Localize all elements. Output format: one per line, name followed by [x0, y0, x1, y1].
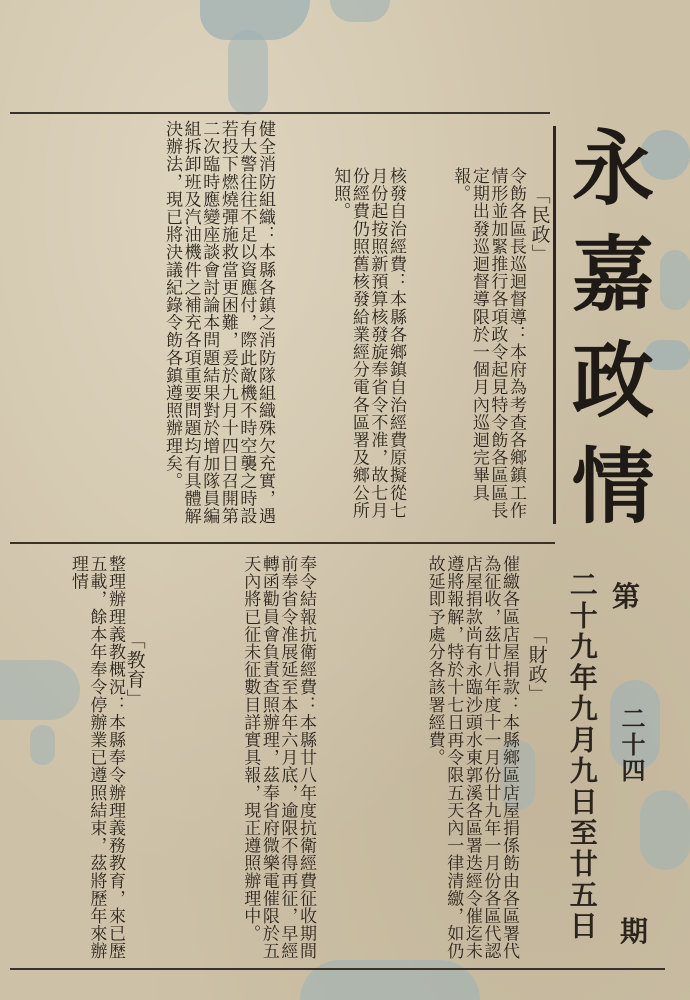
- masthead-divider: [553, 126, 556, 524]
- masthead-char: 永: [571, 121, 654, 217]
- section-heading-education: 「教育」: [123, 630, 146, 709]
- masthead-char: 情: [571, 439, 654, 535]
- issue-suffix: 期: [620, 915, 649, 948]
- bottom-rule: [10, 968, 665, 970]
- water-stain: [640, 790, 690, 870]
- finance-paragraph-2: 奉令結報抗衛經費：本縣廿八年度抗衛經費征收期間前奉省令准展延至本年六月底，逾限不得再征，早經轉函勸員會負責查照辦理，茲奉省府微樂電催限於五天內將已征未征數目詳實具報，現正遵照辦理中。: [240, 555, 316, 960]
- middle-rule: [10, 542, 555, 544]
- civil-paragraph-3: 健全消防組織：本縣各鎮之消防隊組織殊欠充實，遇有大警往往不足以資應付，際此敵機不時空襲之時設若投下燃燒彈施救當更困難，爰於九月十四日召開第二次臨時應變座談會討論本問題結果對於增加隊員編組拆卸班及汽油機件之補充各項重要問題均有具體解決辦法，現已將決議紀錄令飭各鎮遵照辦理矣。: [162, 120, 275, 525]
- civil-paragraph-1: 令飭各區長巡迴督導：本府為考查各鄉鎮工作情形並加緊推行各項政令起見特令飭各區區長定期出發巡迴督導限於一個月內巡迴完畢具報。: [450, 167, 526, 519]
- water-stain: [228, 30, 268, 115]
- section-heading-finance: 「財政」: [525, 625, 548, 704]
- civil-paragraph-2: 核發自治經費：本縣各鄉鎮自治經費原擬從七月份起按照新預算核發旋奉省令不准，故七月份經費仍照舊核發給業經分電各區署及鄉公所知照。: [330, 167, 406, 519]
- education-paragraph-1: 整理辦理義教概況：本縣奉令辦理義務教育，來已歷五載，餘本年奉令停辦業已遵照結束，茲將歷年來辦理情: [67, 555, 125, 960]
- top-rule: [10, 112, 550, 114]
- issue-date: 二十九年九月九日至廿五日: [565, 570, 599, 942]
- masthead-char: 政: [571, 333, 654, 429]
- finance-paragraph-1: 催繳各區店屋捐款：本縣鄉區店屋捐係飭由各區署代為征收，茲廿八年度十一月份廿九年一月份各區代認店屋捐款尚有永臨沙頭水東郭溪各區署迭經令催迄未遵將報解，特於十七日再令限五天內一律清繳，如仍故延即予處分各該署經費。: [424, 555, 519, 960]
- issue-label: 第: [612, 580, 641, 613]
- masthead-title: [558, 121, 668, 535]
- issue-number: 二十四: [617, 706, 646, 784]
- water-stain: [330, 0, 390, 22]
- masthead-char: 嘉: [571, 227, 654, 323]
- section-heading-civil: 「民政」: [528, 185, 551, 264]
- water-stain: [300, 960, 480, 1000]
